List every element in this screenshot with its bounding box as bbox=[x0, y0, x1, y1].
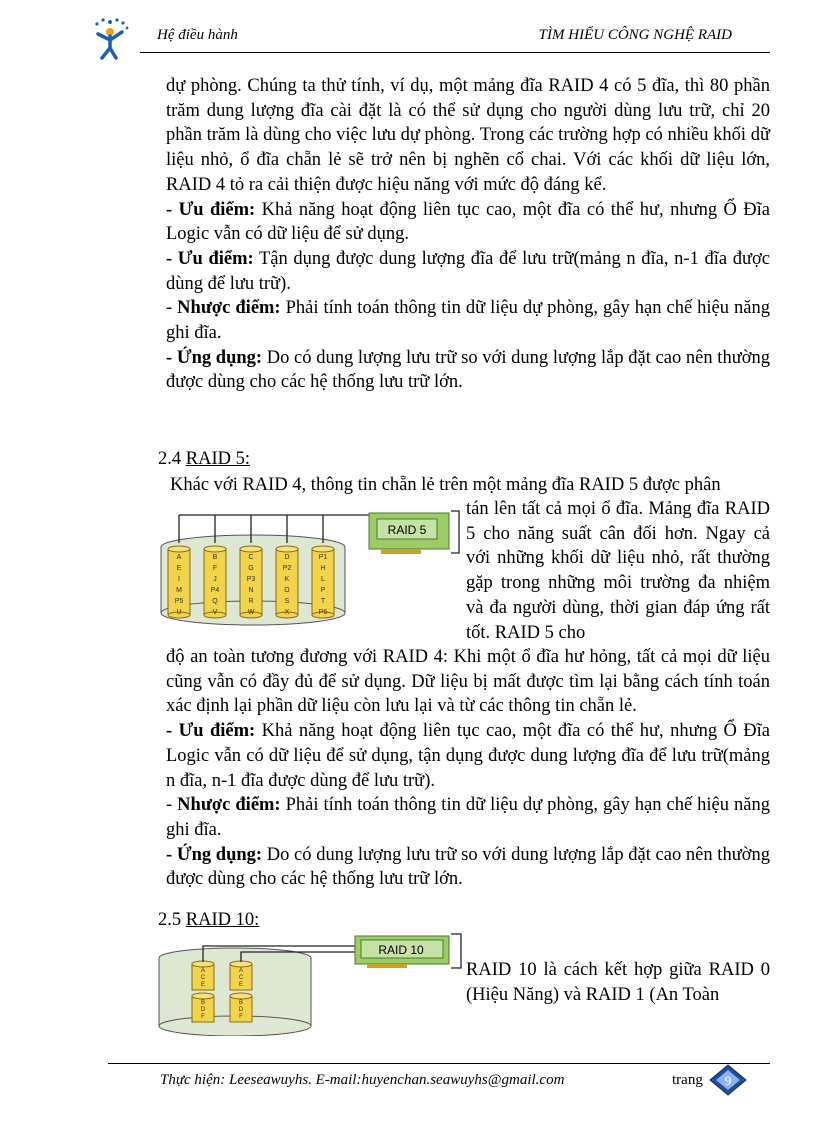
disk-block-label: A bbox=[176, 554, 182, 561]
disk-block-label: E bbox=[176, 565, 182, 572]
header-right: TÌM HIỂU CÔNG NGHỆ RAID bbox=[538, 27, 732, 43]
raid5-after: độ an toàn tương đương với RAID 4: Khi một ổ đĩa hư hỏng, tất cả mọi dữ liệu cũng vẫn có đầy đủ để sử dụng. Dữ liệu bị mất được tìm lại bằng cách tính toán xác định lại phần dữ liệu còn lưu lại và từ các thông tin chẵn lẻ. bbox=[166, 647, 770, 717]
footer-author: Thực hiện: Leeseawuyhs. E-mail:huyenchan.seawuyhs@gmail.com bbox=[160, 1072, 565, 1088]
disk-block-label: E bbox=[200, 982, 206, 988]
raid5-body bbox=[166, 645, 770, 892]
disk-block-label: B bbox=[200, 1000, 206, 1006]
raid4-item bbox=[166, 198, 770, 247]
item-prefix: Nhược điểm: bbox=[177, 298, 281, 319]
raid5-disk bbox=[168, 546, 190, 618]
disk-block-label: Q bbox=[212, 598, 218, 605]
raid5-lead: Khác với RAID 4, thông tin chẵn lẻ trên một mảng đĩa RAID 5 được phân bbox=[170, 475, 721, 495]
disk-block-label: P4 bbox=[210, 587, 220, 594]
raid10-disk bbox=[192, 961, 214, 990]
intro-paragraph: dự phòng. Chúng ta thử tính, ví dụ, một mảng đĩa RAID 4 có 5 đĩa, thì 80 phần trăm dung lượng đĩa cài đặt là có thể sử dụng cho người dùng lưu trữ, chỉ 20 phần trăm là dùng cho việc lưu dự phòng. Trong các trường hợp có nhiều khối dữ liệu nhỏ, ổ đĩa chẵn lẻ sẽ trở nên bị nghẽn cổ chai. Với các khối dữ liệu lớn, RAID 4 tỏ ra cải thiện được hiệu năng với mức độ đáng kể. bbox=[166, 76, 770, 195]
section-number: 2.5 bbox=[158, 910, 186, 930]
raid5-wrap-text: tán lên tất cả mọi ổ đĩa. Mảng đĩa RAID 5 cho năng suất cân đối hơn. Ngay cả với những khối dữ liệu nhỏ, rất thường gặp trong những môi trường đa nhiệm và đa người dùng, thời gian đáp ứng rất tốt. RAID 5 cho bbox=[466, 499, 770, 643]
raid5-disk bbox=[204, 546, 226, 618]
item-dash: - bbox=[166, 795, 178, 816]
disk-block-label: P2 bbox=[282, 565, 292, 572]
disk-block-label: D bbox=[200, 1007, 206, 1013]
raid5-item bbox=[166, 719, 770, 793]
section-title: RAID 5: bbox=[185, 449, 250, 469]
logo-icon bbox=[88, 14, 132, 60]
disk-block-label: F bbox=[201, 1014, 205, 1020]
item-text: Do có dung lượng lưu trữ so với dung lượng lắp đặt cao nên thường được dùng cho các hệ thống lưu trữ lớn. bbox=[166, 347, 770, 393]
disk-block-label: P5 bbox=[174, 598, 184, 605]
header-left: Hệ điều hành bbox=[157, 27, 238, 43]
disk-block-label: G bbox=[248, 565, 254, 572]
footer-page-label: trang bbox=[672, 1072, 703, 1088]
disk-block-label: S bbox=[284, 598, 290, 605]
disk-block-label: P3 bbox=[246, 576, 256, 583]
section-heading-raid5 bbox=[158, 449, 250, 470]
disk-block-label: L bbox=[321, 576, 325, 583]
item-text: Khả năng hoạt động liên tục cao, một đĩa có thể hư, nhưng Ổ Đĩa Logic vẫn có dữ liệu để sử dụng, tận dụng được dung lượng đĩa để lưu trữ(mảng n đĩa, n-1 đĩa được dùng để lưu trữ). bbox=[166, 721, 770, 791]
item-text: Tận dụng được dung lượng đĩa để lưu trữ(mảng n đĩa, n-1 đĩa được dùng để lưu trữ). bbox=[166, 248, 770, 294]
item-prefix: - Ứng dụng: bbox=[166, 844, 263, 865]
item-text: Phải tính toán thông tin dữ liệu dự phòng, gây hạn chế hiệu năng ghi đĩa. bbox=[166, 298, 770, 344]
disk-block-label: E bbox=[238, 982, 244, 988]
page-number: 9 bbox=[724, 1073, 732, 1088]
disk-block-label: A bbox=[238, 968, 244, 974]
disk-block-label: F bbox=[239, 1014, 243, 1020]
section-title: RAID 10: bbox=[185, 910, 260, 930]
disk-block-label: D bbox=[284, 554, 290, 561]
intro-block bbox=[166, 74, 770, 395]
disk-block-label: V bbox=[212, 609, 218, 616]
section-heading-raid10 bbox=[158, 910, 259, 931]
footer-divider bbox=[108, 1063, 770, 1064]
disk-block-label: B bbox=[212, 554, 218, 561]
disk-block-label: W bbox=[247, 609, 255, 616]
section-number: 2.4 bbox=[158, 449, 186, 469]
raid-card-5 bbox=[369, 511, 459, 554]
raid5-disk bbox=[312, 546, 334, 618]
raid10-disk bbox=[192, 993, 214, 1022]
disk-block-label: U bbox=[176, 609, 182, 616]
item-text: Phải tính toán thông tin dữ liệu dự phòng, gây hạn chế hiệu năng ghi đĩa. bbox=[166, 795, 770, 840]
raid4-item bbox=[166, 296, 770, 345]
disk-block-label: R bbox=[248, 598, 254, 605]
raid4-item bbox=[166, 247, 770, 296]
disk-block-label: H bbox=[320, 565, 326, 572]
page-badge bbox=[708, 1063, 748, 1097]
disk-block-label: N bbox=[248, 587, 254, 594]
raid10-diagram bbox=[155, 932, 465, 1036]
disk-block-label: F bbox=[212, 565, 218, 572]
disk-block-label: P1 bbox=[318, 554, 328, 561]
raid5-item bbox=[166, 793, 770, 842]
item-prefix: - Ưu điểm: bbox=[166, 199, 256, 220]
disk-block-label: D bbox=[238, 1007, 244, 1013]
raid5-item bbox=[166, 843, 770, 892]
raid5-disk bbox=[240, 546, 262, 618]
item-prefix: - Ưu điểm: bbox=[166, 248, 254, 269]
disk-block-label: X bbox=[284, 609, 290, 616]
raid5-diagram bbox=[155, 497, 461, 627]
disk-block-label: P bbox=[320, 587, 326, 594]
disk-block-label: K bbox=[284, 576, 290, 583]
item-prefix: - Ứng dụng: bbox=[166, 347, 263, 368]
disk-block-label: T bbox=[320, 598, 326, 605]
disk-block-label: A bbox=[200, 968, 206, 974]
disk-block-label: I bbox=[178, 576, 180, 583]
disk-block-label: C bbox=[200, 975, 206, 981]
disk-block-label: B bbox=[238, 1000, 244, 1006]
item-prefix: Nhược điểm: bbox=[177, 795, 281, 816]
disk-block-label: C bbox=[248, 554, 254, 561]
header-divider bbox=[140, 52, 770, 53]
item-text: Do có dung lượng lưu trữ so với dung lượng lắp đặt cao nên thường được dùng cho các hệ thống lưu trữ lớn. bbox=[166, 844, 770, 890]
item-dash: - bbox=[166, 298, 178, 319]
raid10-disk bbox=[230, 961, 252, 990]
item-text: Khả năng hoạt động liên tục cao, một đĩa có thể hư, nhưng Ổ Đĩa Logic vẫn có dữ liệu để sử dụng. bbox=[166, 199, 770, 245]
disk-block-label: J bbox=[213, 576, 217, 583]
raid10-card-label: RAID 10 bbox=[378, 943, 424, 957]
disk-block-label: P6 bbox=[318, 609, 328, 616]
raid5-disk bbox=[276, 546, 298, 618]
raid10-wrap-text: RAID 10 là cách kết hợp giữa RAID 0 (Hiệu Năng) và RAID 1 (An Toàn bbox=[466, 960, 770, 1005]
disk-block-label: M bbox=[176, 587, 182, 594]
raid4-item bbox=[166, 346, 770, 395]
raid-card-10 bbox=[355, 934, 461, 968]
raid5-card-label: RAID 5 bbox=[387, 523, 427, 537]
item-prefix: - Ưu điểm: bbox=[166, 721, 256, 742]
disk-block-label: C bbox=[238, 975, 244, 981]
raid10-disk bbox=[230, 993, 252, 1022]
disk-block-label: O bbox=[284, 587, 290, 594]
